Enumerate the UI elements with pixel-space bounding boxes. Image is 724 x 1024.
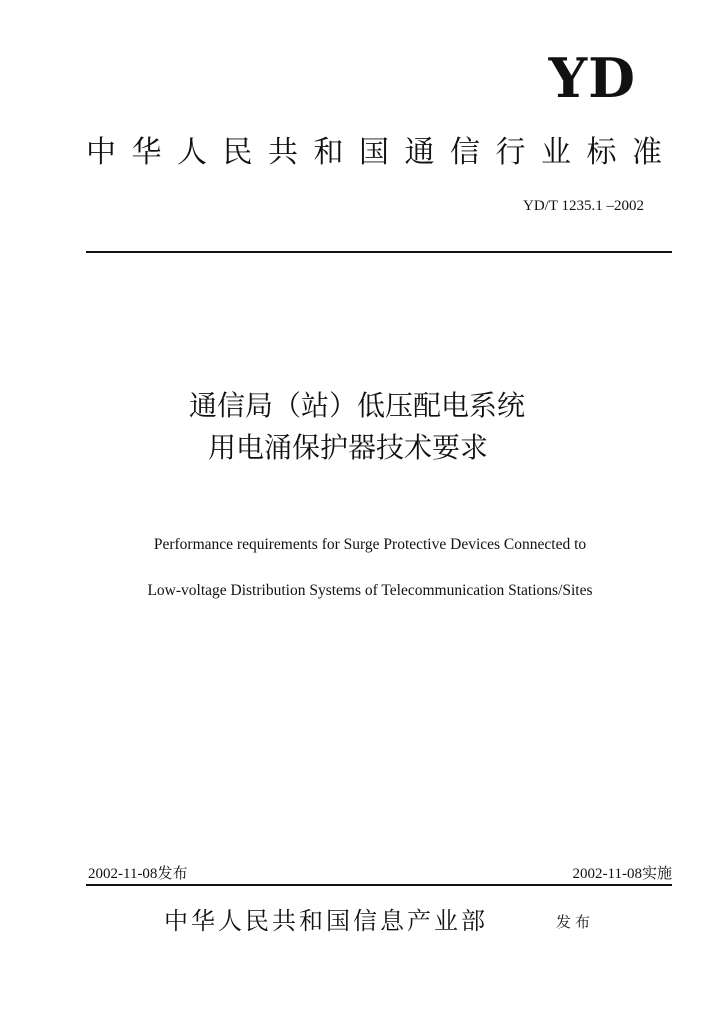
effective-date: 2002-11-08	[572, 866, 642, 882]
effective-label: 实施	[641, 864, 672, 882]
effective-date-block	[573, 862, 672, 885]
issue-label: 发布	[157, 864, 188, 882]
issuing-label: 发布	[556, 913, 595, 931]
bottom-divider	[86, 884, 672, 886]
standard-number: YD/T 1235.1 –2002	[523, 198, 644, 214]
english-title-line-1: Performance requirements for Surge Protective Devices Connected to	[153, 536, 587, 553]
issuing-authority: 中华人民共和国信息产业部	[164, 907, 488, 935]
standard-category: 中华人民共和国通信行业标准	[86, 135, 678, 170]
issue-date-block	[88, 862, 187, 885]
english-title-line-2: Low-voltage Distribution Systems of Telecommunication Stations/Sites	[147, 582, 593, 599]
chinese-title-line-1: 通信局（站）低压配电系统	[188, 389, 525, 422]
top-divider	[86, 251, 672, 253]
chinese-title-line-2: 用电涌保护器技术要求	[207, 431, 488, 464]
issue-date: 2002-11-08	[88, 866, 158, 882]
yd-logo: YD	[548, 46, 636, 110]
